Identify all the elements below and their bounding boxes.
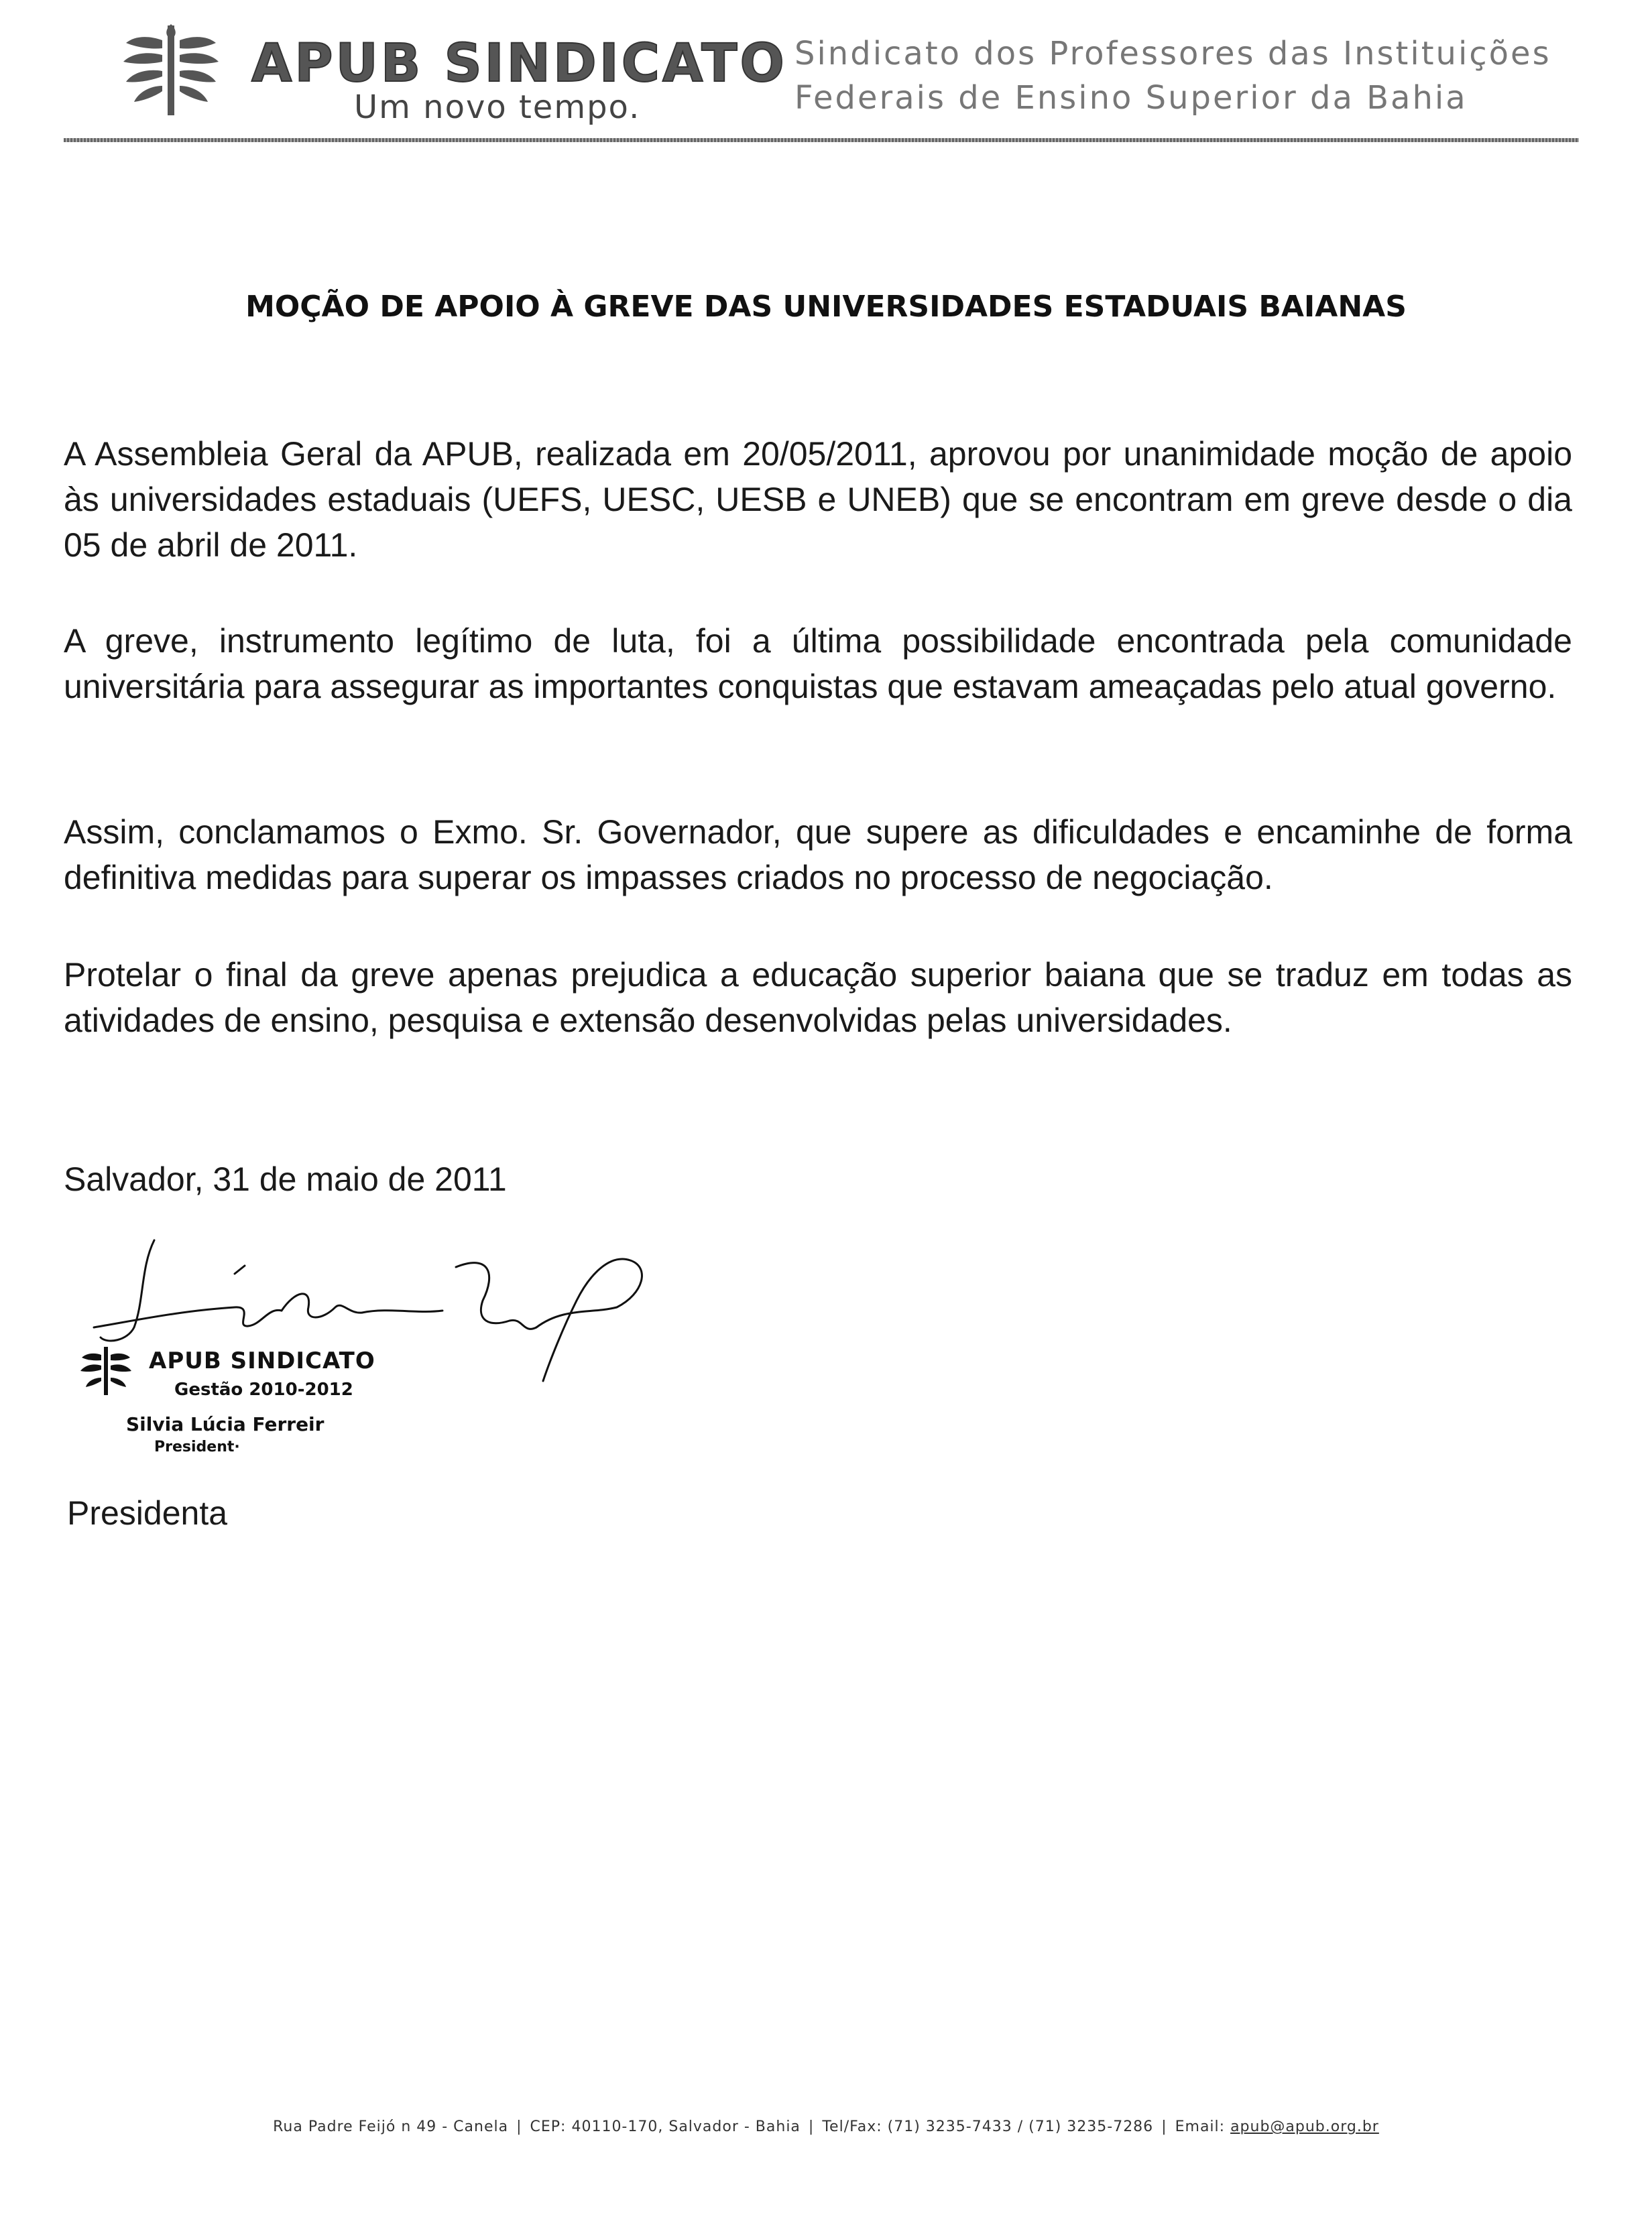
logo-tagline: Um novo tempo. [354,88,641,126]
date-line: Salvador, 31 de maio de 2011 [64,1160,507,1198]
paragraph-4: Protelar o final da greve apenas prejudica a educação superior baiana que se traduz em todas as atividades de ensino, pesquisa e extensão desenvolvidas pelas universidades. [64,956,1572,1039]
org-name-line-1: Sindicato dos Professores das Instituições [794,35,1551,72]
footer-phone: Tel/Fax: (71) 3235-7433 / (71) 3235-7286 [822,2118,1154,2135]
letterhead [0,0,1652,154]
paragraph-1: A Assembleia Geral da APUB, realizada em 20/05/2011, aprovou por unanimidade moção de apoio às universidades estaduais (UEFS, UESC, UESB e UNEB) que se encontram em greve desde o dia 05 de abril de 2011. [64,435,1572,564]
footer-separator: | [516,2118,522,2135]
footer-separator: | [808,2118,815,2135]
footer-cep: CEP: 40110-170, Salvador - Bahia [530,2118,801,2135]
document-title: MOÇÃO DE APOIO À GREVE DAS UNIVERSIDADES ESTADUAIS BAIANAS [245,290,1407,324]
stamp-term: Gestão 2010-2012 [174,1380,353,1400]
stamp-title: APUB SINDICATO [149,1348,375,1374]
footer-contact [0,2118,1652,2135]
handwritten-signature [80,1227,657,1415]
footer-address: Rua Padre Feijó n 49 - Canela [273,2118,509,2135]
stamp-role: President· [154,1439,240,1455]
org-name-line-2: Federais de Ensino Superior da Bahia [794,79,1468,117]
logo-title: APUB SINDICATO [251,34,787,94]
paragraph-3: Assim, conclamamos o Exmo. Sr. Governador, que supere as dificuldades e encaminhe de forma definitiva medidas para superar os impasses criados no processo de negociação. [64,813,1572,896]
stamp-emblem-icon [79,1344,133,1398]
footer-email-label: Email: [1175,2118,1226,2135]
header-divider [64,138,1579,142]
paragraph-2: A greve, instrumento legítimo de luta, foi a última possibilidade encontrada pela comunidade universitária para assegurar as importantes conquistas que estavam ameaçadas pelo atual governo. [64,622,1572,705]
stamp-name: Silvia Lúcia Ferreir [126,1413,324,1435]
footer-separator: | [1161,2118,1167,2135]
signatory-role: Presidenta [67,1494,228,1532]
footer-email-link[interactable]: apub@apub.org.br [1230,2118,1379,2135]
apub-leaf-emblem-icon [121,20,221,121]
